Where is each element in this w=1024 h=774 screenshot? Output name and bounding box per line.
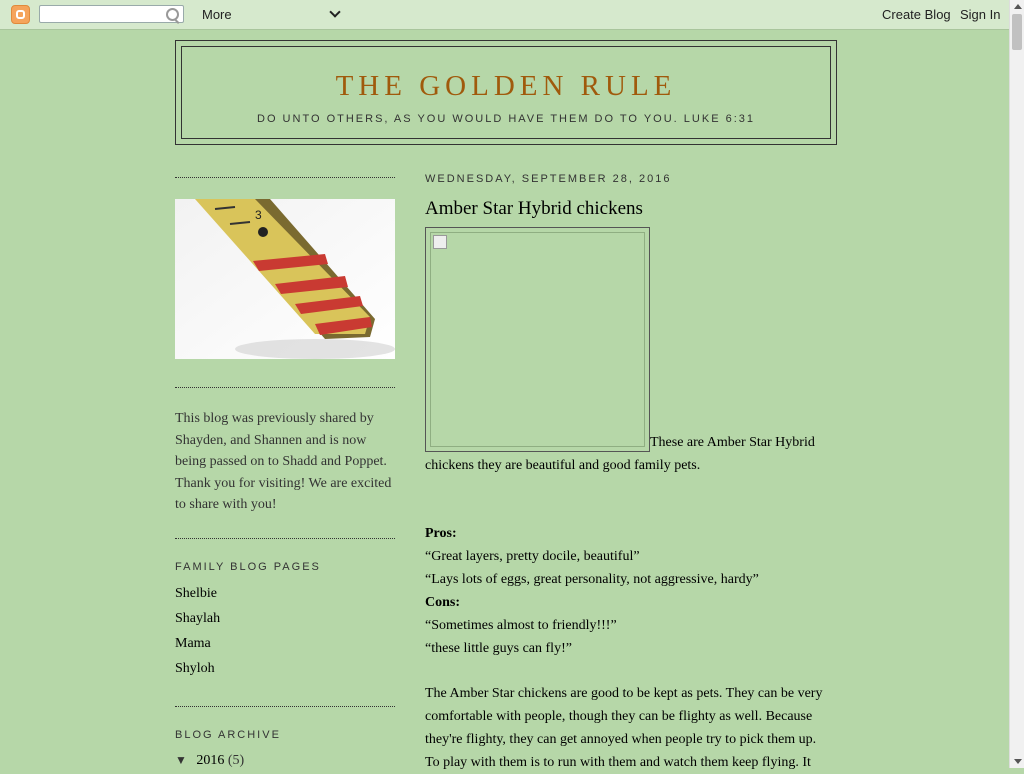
sidebar-divider (175, 538, 395, 539)
blog-header (175, 40, 837, 145)
family-pages-title: FAMILY BLOG PAGES (175, 561, 321, 573)
blog-archive-title: BLOG ARCHIVE (175, 729, 281, 741)
post-body-line: comfortable with people, though they can be flighty as well. Because (425, 709, 813, 724)
cons-label: Cons: (425, 595, 461, 610)
sidebar-divider (175, 387, 395, 388)
svg-text:3: 3 (255, 208, 262, 222)
post-title[interactable]: Amber Star Hybrid chickens (425, 198, 643, 219)
chevron-down-icon[interactable] (329, 6, 340, 17)
post-body-line: To play with them is to run with them and watch them keep flying. It (425, 755, 811, 770)
create-blog-link[interactable]: Create Blog (882, 7, 951, 22)
page-link-shelbie[interactable]: Shelbie (175, 586, 217, 601)
search-input[interactable] (39, 5, 184, 23)
post-intro-line2: chickens they are beautiful and good family pets. (425, 458, 701, 473)
sidebar-divider (175, 706, 395, 707)
pros-item: “Great layers, pretty docile, beautiful” (425, 549, 640, 564)
more-menu-label[interactable]: More (202, 7, 232, 22)
navbar (0, 0, 1009, 30)
page-link-shyloh[interactable]: Shyloh (175, 661, 215, 676)
ruler-image (175, 199, 395, 359)
broken-image-icon (433, 235, 447, 249)
search-icon[interactable] (166, 8, 179, 21)
page-link-shaylah[interactable]: Shaylah (175, 611, 221, 626)
post-image-frame (430, 232, 645, 447)
archive-year-row (175, 753, 244, 769)
sidebar-divider (175, 177, 395, 178)
blog-header-inner (181, 46, 831, 139)
archive-year-link[interactable]: 2016 (196, 753, 225, 768)
pros-item: “Lays lots of eggs, great personality, not aggressive, hardy” (425, 572, 759, 587)
pros-label: Pros: (425, 526, 457, 541)
post-image[interactable] (425, 227, 650, 452)
blog-title[interactable]: THE GOLDEN RULE (335, 70, 677, 102)
scroll-up-arrow-icon[interactable] (1014, 4, 1022, 9)
archive-year-count: (5) (227, 753, 245, 768)
blogger-logo-icon[interactable] (11, 5, 30, 24)
archive-toggle-icon[interactable]: ▼ (175, 753, 187, 767)
scrollbar[interactable] (1009, 0, 1024, 768)
cons-item: “Sometimes almost to friendly!!!” (425, 618, 617, 633)
post-body-line: they're flighty, they can get annoyed when people try to pick them up. (425, 732, 817, 747)
ruler-icon (175, 199, 395, 359)
scroll-thumb[interactable] (1012, 14, 1022, 50)
about-text: This blog was previously shared by Shayden, and Shannen and is now being passed on to Shadd and Poppet. Thank you for visiting! We are excited to share with you! (175, 411, 392, 512)
post-body-line: The Amber Star chickens are good to be kept as pets. They can be very (425, 686, 823, 701)
post-date: WEDNESDAY, SEPTEMBER 28, 2016 (425, 173, 672, 185)
sign-in-link[interactable]: Sign In (960, 7, 1001, 22)
cons-item: “these little guys can fly!” (425, 641, 572, 656)
blog-description: DO UNTO OTHERS, AS YOU WOULD HAVE THEM DO TO YOU. LUKE 6:31 (257, 113, 755, 125)
post-intro-line1: These are Amber Star Hybrid (650, 435, 815, 450)
scroll-down-arrow-icon[interactable] (1014, 759, 1022, 764)
page-link-mama[interactable]: Mama (175, 636, 211, 651)
